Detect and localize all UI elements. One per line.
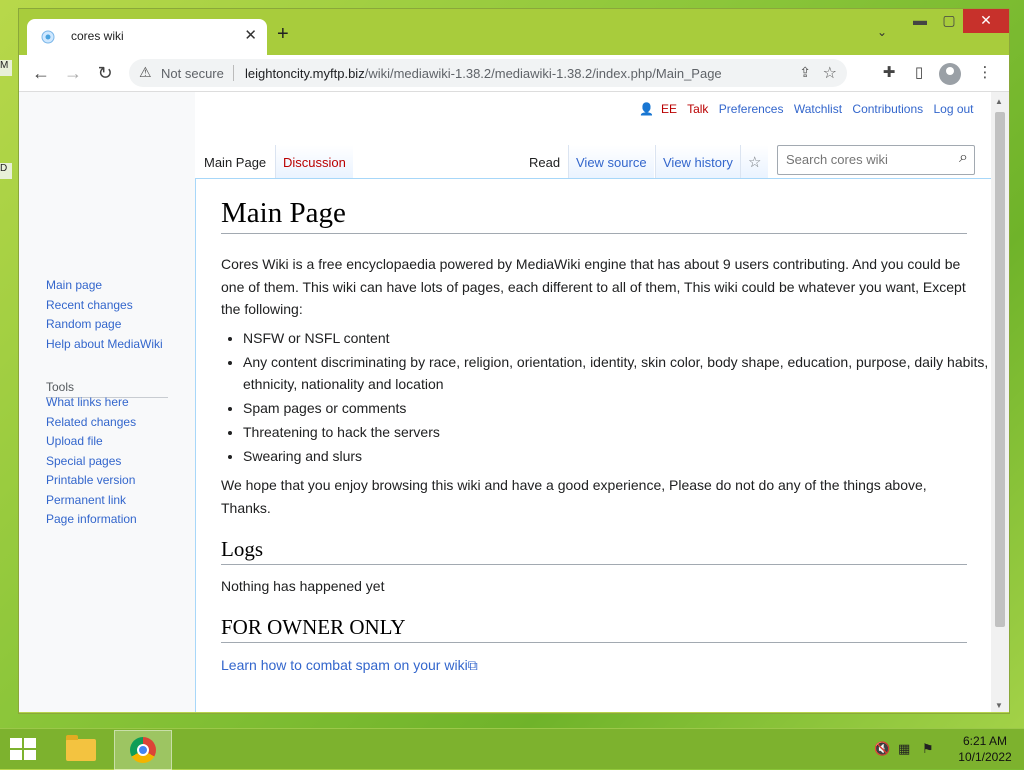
spam-help-link[interactable]: Learn how to combat spam on your wiki (221, 657, 468, 673)
browser-toolbar (19, 55, 1009, 92)
tab-view-history[interactable]: View history (655, 145, 740, 178)
tab-search-button[interactable]: ⌄ (877, 25, 888, 39)
sidebar-item-random-page[interactable]: Random page (46, 317, 122, 331)
clock-time: 6:21 AM (962, 734, 1008, 748)
page-title: Main Page (221, 197, 967, 234)
maximize-button[interactable]: ▢ (942, 12, 956, 28)
list-item: • Spam pages or comments (243, 397, 989, 419)
desktop-edge-icon[interactable]: D (0, 163, 12, 179)
scroll-thumb[interactable] (995, 112, 1005, 627)
sidebar-item-help[interactable]: Help about MediaWiki (46, 336, 163, 351)
tools-list (46, 393, 137, 530)
wiki-search-box[interactable] (777, 145, 975, 175)
close-window-button[interactable]: ✕ (963, 9, 1009, 33)
sidebar-item-printable-version[interactable]: Printable version (46, 473, 136, 487)
new-tab-button[interactable]: + (277, 23, 289, 45)
sidebar-item-related-changes[interactable]: Related changes (46, 414, 137, 429)
logs-heading: Logs (221, 537, 967, 565)
minimize-button[interactable]: ▬ (913, 12, 927, 28)
list-item: • NSFW or NSFL content (243, 327, 989, 349)
back-button[interactable]: ← (32, 63, 50, 83)
tab-title: cores wiki (71, 29, 124, 43)
avatar-icon[interactable] (939, 63, 961, 85)
sidebar-item-special-pages[interactable]: Special pages (46, 453, 122, 468)
sidebar-item-permanent-link[interactable]: Permanent link (46, 492, 127, 507)
article-content (195, 178, 991, 712)
external-link-icon: ⧉ (467, 657, 478, 673)
sidebar-item-what-links-here[interactable]: What links here (46, 395, 129, 409)
username-link[interactable]: EE (660, 102, 677, 116)
owner-section (221, 654, 967, 677)
forward-button[interactable]: → (64, 63, 82, 83)
menu-icon[interactable]: ⋮ (977, 64, 993, 81)
omnibox-divider (233, 65, 234, 81)
tab-read[interactable]: Read (522, 145, 567, 178)
personal-tools (639, 102, 981, 116)
sidebar-item-upload-file[interactable]: Upload file (46, 434, 103, 448)
scrollbar[interactable] (991, 92, 1009, 712)
contributions-link[interactable]: Contributions (852, 102, 924, 116)
windows-start-icon[interactable] (10, 738, 38, 762)
sidebar-item-page-information[interactable]: Page information (46, 512, 137, 526)
clock-date: 10/1/2022 (958, 750, 1012, 764)
navigation-list (46, 276, 163, 354)
user-icon: 👤 (639, 102, 654, 116)
chrome-icon[interactable] (114, 730, 172, 770)
chrome-logo (130, 737, 156, 763)
preferences-link[interactable]: Preferences (718, 102, 784, 116)
list-item: • Threatening to hack the servers (243, 421, 989, 443)
star-icon[interactable]: ☆ (822, 65, 837, 82)
tab-main-page[interactable]: Main Page (197, 145, 273, 178)
logs-text: Nothing has happened yet (221, 578, 385, 594)
search-icon[interactable]: ⌕ (959, 149, 968, 166)
search-input[interactable] (784, 151, 948, 168)
url-text[interactable] (245, 66, 722, 81)
tab-strip (19, 9, 1009, 55)
warning-icon[interactable]: ⚠ (139, 64, 152, 80)
clock[interactable] (950, 733, 1020, 765)
sidebar-item-main-page[interactable]: Main page (46, 278, 103, 292)
list-item: • Any content discriminating by race, religion, orientation, identity, skin color, body shape, education, purpose, daily habits, ethnicity, nationality and location (243, 351, 989, 395)
wiki-sidebar (19, 92, 195, 712)
talk-link[interactable]: Talk (687, 102, 709, 116)
desktop-edge-icon[interactable]: M (0, 60, 12, 76)
network-icon[interactable]: ▦ (898, 741, 911, 756)
list-item: • Swearing and slurs (243, 445, 989, 467)
page-viewport (19, 92, 991, 712)
volume-muted-icon[interactable]: 🔇 (874, 741, 891, 756)
tab-view-source[interactable]: View source (568, 145, 654, 178)
tab-close-icon[interactable]: ✕ (244, 27, 257, 44)
watchlist-link[interactable]: Watchlist (793, 102, 843, 116)
address-bar[interactable] (129, 59, 847, 87)
file-explorer-icon[interactable] (52, 730, 108, 768)
sidepanel-icon[interactable]: ▯ (914, 64, 924, 81)
reload-button[interactable]: ↻ (97, 63, 113, 83)
browser-tab[interactable] (27, 19, 267, 55)
extensions-icon[interactable]: ✚ (882, 64, 896, 81)
scroll-up-arrow[interactable]: ▲ (995, 97, 1003, 106)
globe-icon (41, 30, 55, 44)
folder-glyph (66, 739, 96, 761)
url-host: leightoncity.myftp.biz (245, 66, 365, 81)
watch-star-icon[interactable]: ☆ (740, 145, 768, 178)
tools-heading: Tools (46, 380, 168, 398)
owner-heading: FOR OWNER ONLY (221, 615, 967, 643)
share-icon[interactable]: ⇪ (799, 64, 811, 80)
outro-paragraph: We hope that you enjoy browsing this wiki and have a good experience, Please do not do any of the things above, Thanks. (221, 477, 927, 516)
browser-window (18, 8, 1010, 714)
intro-paragraph: Cores Wiki is a free encyclopaedia powered by MediaWiki engine that has about 9 users contributing. And you could be one of them. This wiki can have lots of pages, each different to all of them, This wiki could be whatever you want, Except the following: (221, 256, 966, 317)
logout-link[interactable]: Log out (933, 102, 974, 116)
rules-list (221, 327, 989, 469)
scroll-down-arrow[interactable]: ▼ (995, 701, 1003, 710)
url-path: /wiki/mediawiki-1.38.2/mediawiki-1.38.2/index.php/Main_Page (364, 66, 722, 81)
flag-icon[interactable]: ⚑ (922, 741, 934, 756)
security-label[interactable]: Not secure (161, 66, 224, 81)
taskbar (0, 728, 1024, 769)
sidebar-item-recent-changes[interactable]: Recent changes (46, 297, 133, 312)
tab-discussion[interactable]: Discussion (275, 145, 353, 178)
